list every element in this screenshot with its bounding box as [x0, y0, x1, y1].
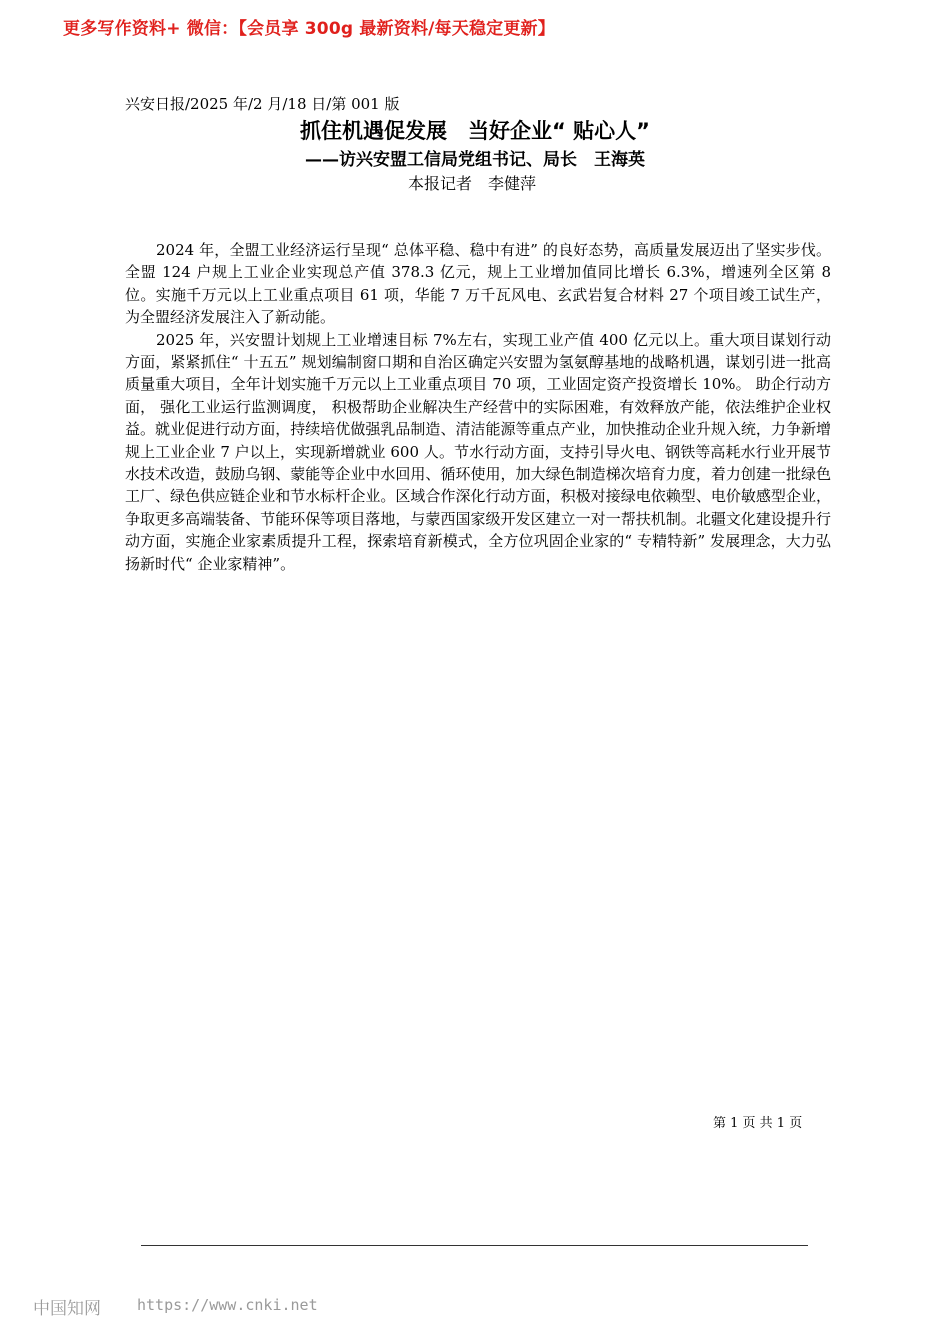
article-byline: 本报记者 李健萍: [407, 174, 536, 193]
article-headline: 抓住机遇促发展 当好企业“ 贴心人”: [300, 119, 650, 143]
article-subtitle: ——访兴安盟工信局党组书记、局长 王海英: [305, 150, 645, 170]
article-paragraph: 2024 年，全盟工业经济运行呈现“ 总体平稳、稳中有进” 的良好态势，高质量发展迈出了坚实步伐。全盟 124 户规上工业企业实现总产值 378.3 亿元，规上工业增加值同比增长 6.3%，增速列全区第 8 位。实施千万元以上工业重点项目 61 项，华能 7 万千瓦风电、玄武岩复合材料 27 个项目竣工试生产，为全盟经济发展注入了新动能。: [125, 241, 831, 327]
footer-url: https://www.cnki.net: [137, 1296, 318, 1314]
article-paragraph: 2025 年，兴安盟计划规上工业增速目标 7%左右，实现工业产值 400 亿元以上。重大项目谋划行动方面，紧紧抓住“ 十五五” 规划编制窗口期和自治区确定兴安盟为氢氨醇基地的战略机遇，谋划引进一批高质量重大项目，全年计划实施千万元以上工业重点项目 70 项，工业固定资产投资增长 10%。 助企行动方面， 强化工业运行监测调度， 积极帮助企业解决生产经营中的实际困难，有效释放产能，依法维护企业权益。就业促进行动方面，持续培优做强乳品制造、清洁能源等重点产业，加快推动企业升规入统，力争新增规上工业企业 7 户以上，实现新增就业 600 人。节水行动方面，支持引导火电、钢铁等高耗水行业开展节水技术改造，鼓励乌钢、蒙能等企业中水回用、循环使用，加大绿色制造梯次培育力度，着力创建一批绿色工厂、绿色供应链企业和节水标杆企业。区域合作深化行动方面，积极对接绿电依赖型、电价敏感型企业，争取更多高端装备、节能环保等项目落地，与蒙西国家级开发区建立一对一帮扶机制。北疆文化建设提升行动方面，实施企业家素质提升工程，探索培育新模式，全方位巩固企业家的“ 专精特新” 发展理念，大力弘扬新时代“ 企业家精神”。: [125, 330, 831, 573]
footer-divider: [141, 1245, 808, 1246]
promo-banner: 更多写作资料+ 微信：【会员享 300g 最新资料/每天稳定更新】: [63, 19, 555, 39]
dateline: 兴安日报/2025 年/2 月/18 日/第 001 版: [125, 95, 400, 113]
page-number: 第 1 页 共 1 页: [713, 1116, 803, 1131]
article-body: [125, 239, 831, 575]
cnki-logo: 中国知网: [33, 1299, 101, 1319]
